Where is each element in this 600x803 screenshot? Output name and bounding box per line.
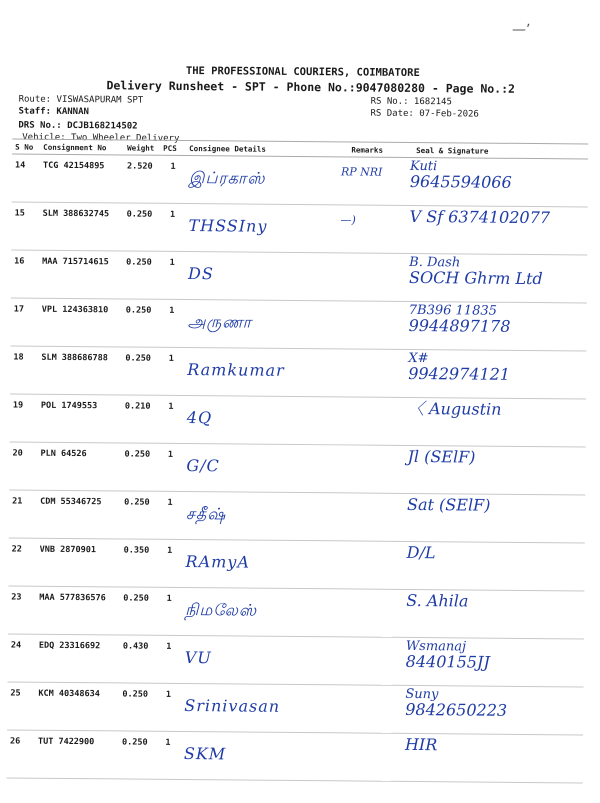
signature-line-1: Wsmanaj — [405, 638, 467, 655]
table-row — [10, 298, 586, 351]
signature-line-1: X# — [408, 350, 429, 367]
row-consignment-no: POL 1749553 — [38, 394, 122, 443]
row-weight: 0.250 — [119, 731, 155, 779]
consignee-handwriting: இப்ரகாஸ் — [188, 168, 266, 188]
row-consignee — [183, 443, 335, 492]
row-weight: 0.250 — [123, 251, 159, 299]
consignee-handwriting: DS — [188, 264, 214, 284]
row-sno: 23 — [8, 586, 36, 634]
row-consignment-no: VNB 2870901 — [36, 538, 120, 587]
row-remarks — [336, 301, 394, 350]
runsheet-table — [7, 138, 589, 783]
consignee-handwriting: RAmyA — [185, 552, 251, 572]
row-pcs: 1 — [155, 731, 181, 779]
row-consignee — [181, 731, 333, 780]
row-remarks — [335, 493, 393, 542]
row-pcs: 1 — [158, 299, 184, 347]
signature-line-1: B. Dash — [409, 254, 461, 271]
row-weight: 0.250 — [121, 491, 157, 539]
row-remarks — [337, 205, 395, 254]
row-sno: 15 — [11, 202, 39, 250]
row-remarks — [335, 445, 393, 494]
table-row — [9, 442, 585, 495]
signature-line-1: Kuti — [409, 158, 438, 175]
row-sno: 18 — [10, 346, 38, 394]
row-signature — [394, 301, 586, 351]
route: Route: VISWASAPURAM SPT — [18, 94, 144, 106]
row-consignee — [184, 299, 336, 348]
signature-line-2: S. Ahila — [406, 590, 469, 611]
row-pcs: 1 — [156, 635, 182, 683]
rs-number: RS No.: 1682145 — [370, 96, 452, 108]
row-remarks — [337, 253, 395, 302]
col-consignee: Consignee Details — [186, 140, 338, 156]
row-remarks — [333, 733, 391, 782]
signature-line-2: 9944897178 — [408, 315, 511, 336]
row-remarks — [338, 157, 396, 206]
consignee-handwriting: SKM — [183, 744, 227, 764]
row-weight: 2.520 — [124, 155, 160, 203]
table-row — [11, 250, 587, 303]
row-pcs: 1 — [156, 539, 182, 587]
row-sno: 19 — [10, 394, 38, 442]
col-consignment: Consignment No — [40, 139, 124, 155]
row-consignment-no: MAA 715714615 — [39, 250, 123, 299]
row-consignee — [181, 683, 333, 732]
corner-mark: —ʼ — [512, 22, 531, 38]
table-row — [10, 394, 586, 447]
row-signature — [395, 253, 587, 303]
consignee-handwriting: 4Q — [186, 408, 213, 428]
table-row — [8, 538, 584, 591]
row-sno: 22 — [8, 538, 36, 586]
row-signature — [391, 685, 583, 735]
consignee-handwriting: நிமலேஸ் — [185, 600, 258, 620]
table-row — [12, 154, 588, 207]
table-row — [8, 586, 584, 639]
row-consignment-no: MAA 577836576 — [36, 586, 120, 635]
row-sno: 24 — [8, 634, 36, 682]
row-pcs: 1 — [155, 683, 181, 731]
row-weight: 0.250 — [122, 299, 158, 347]
consignee-handwriting: Ramkumar — [187, 360, 285, 380]
remarks-handwriting: —) — [340, 213, 356, 227]
row-signature — [392, 541, 584, 591]
consignee-handwriting: VU — [184, 648, 212, 668]
signature-line-2: V Sf 6374102077 — [409, 206, 551, 228]
row-consignment-no: KCM 40348634 — [35, 682, 119, 731]
row-consignee — [182, 587, 334, 636]
row-consignee — [183, 491, 335, 540]
row-consignment-no: SLM 388632745 — [39, 202, 123, 251]
table-row — [7, 682, 583, 735]
row-consignment-no: TCG 42154895 — [40, 154, 124, 203]
row-pcs: 1 — [159, 203, 185, 251]
signature-line-2: 〈 Augustin — [407, 398, 502, 419]
row-consignee — [186, 155, 338, 204]
remarks-handwriting: RP NRI — [340, 165, 383, 179]
row-remarks — [334, 637, 392, 686]
col-signature: Seal & Signature — [396, 142, 588, 159]
row-sno: 14 — [12, 154, 40, 202]
drs-number: DRS No.: DCJB168214502 — [18, 120, 138, 132]
row-weight: 0.350 — [120, 539, 156, 587]
signature-line-2: Jl (SElF) — [407, 446, 476, 467]
row-pcs: 1 — [158, 395, 184, 443]
row-sno: 26 — [7, 730, 35, 778]
row-remarks — [334, 541, 392, 590]
row-pcs: 1 — [158, 347, 184, 395]
row-pcs: 1 — [157, 491, 183, 539]
staff: Staff: KANNAN — [18, 106, 90, 118]
row-consignment-no: CDM 55346725 — [37, 490, 121, 539]
row-consignee — [184, 347, 336, 396]
col-sno: S No — [12, 139, 40, 154]
row-signature — [394, 349, 586, 399]
row-signature — [393, 493, 585, 543]
row-sno: 16 — [11, 250, 39, 298]
table-row — [9, 490, 585, 543]
col-remarks: Remarks — [338, 142, 396, 158]
route-info — [18, 94, 180, 145]
rs-date: RS Date: 07-Feb-2026 — [370, 108, 479, 120]
signature-line-2: HIR — [404, 734, 438, 755]
row-remarks — [336, 349, 394, 398]
row-consignment-no: PLN 64526 — [37, 442, 121, 491]
row-consignee — [182, 635, 334, 684]
signature-line-2: 8440155JJ — [405, 651, 490, 672]
consignee-handwriting: அருணா — [187, 312, 253, 332]
row-pcs: 1 — [157, 443, 183, 491]
row-weight: 0.250 — [120, 587, 156, 635]
row-weight: 0.250 — [121, 443, 157, 491]
row-signature — [392, 589, 584, 639]
row-consignment-no: VPL 124363810 — [38, 298, 122, 347]
row-remarks — [333, 685, 391, 734]
row-pcs: 1 — [156, 587, 182, 635]
signature-line-2: Sat (SElF) — [407, 494, 491, 515]
row-pcs: 1 — [160, 155, 186, 203]
row-consignment-no: SLM 388686788 — [38, 346, 122, 395]
row-consignee — [185, 203, 337, 252]
row-signature — [395, 205, 587, 255]
consignee-handwriting: G/C — [186, 456, 220, 476]
company-name: THE PROFESSIONAL COURIERS, COIMBATORE — [185, 64, 420, 80]
table-row — [11, 202, 587, 255]
signature-line-1: 7B396 11835 — [408, 302, 497, 319]
row-weight: 0.250 — [119, 683, 155, 731]
signature-line-2: 9842650223 — [405, 699, 508, 720]
row-signature — [393, 445, 585, 495]
row-consignee — [184, 395, 336, 444]
col-weight: Weight — [124, 140, 160, 155]
row-signature — [391, 733, 583, 783]
consignee-handwriting: சதீஷ் — [185, 504, 227, 524]
consignee-handwriting: Srinivasan — [184, 696, 281, 716]
runsheet-subtitle: Delivery Runsheet - SPT - Phone No.:9047080280 - Page No.:2 — [106, 78, 516, 96]
row-sno: 25 — [7, 682, 35, 730]
row-signature — [396, 157, 588, 207]
table-row — [7, 730, 583, 783]
row-weight: 0.250 — [123, 203, 159, 251]
rs-info — [370, 96, 479, 121]
row-consignment-no: TUT 7422900 — [35, 730, 119, 779]
row-consignee — [182, 539, 334, 588]
signature-line-1: Suny — [405, 686, 439, 703]
signature-line-2: 9942974121 — [408, 363, 511, 384]
col-pcs: PCS — [160, 140, 186, 155]
row-weight: 0.210 — [122, 395, 158, 443]
row-signature — [394, 397, 586, 447]
vehicle: Vehicle: Two Wheeler Delivery — [22, 132, 180, 144]
consignee-handwriting: THSSIny — [188, 216, 268, 236]
row-weight: 0.250 — [122, 347, 158, 395]
row-remarks — [336, 397, 394, 446]
row-sno: 20 — [9, 442, 37, 490]
row-signature — [392, 637, 584, 687]
row-consignee — [185, 251, 337, 300]
row-consignment-no: EDQ 23316692 — [36, 634, 120, 683]
row-pcs: 1 — [159, 251, 185, 299]
table-row — [10, 346, 586, 399]
signature-line-2: D/L — [406, 542, 436, 563]
table-row — [8, 634, 584, 687]
signature-line-2: 9645594066 — [409, 171, 512, 192]
row-sno: 17 — [10, 298, 38, 346]
signature-line-2: SOCH Ghrm Ltd — [408, 267, 543, 289]
row-sno: 21 — [9, 490, 37, 538]
row-weight: 0.430 — [120, 635, 156, 683]
row-remarks — [334, 589, 392, 638]
